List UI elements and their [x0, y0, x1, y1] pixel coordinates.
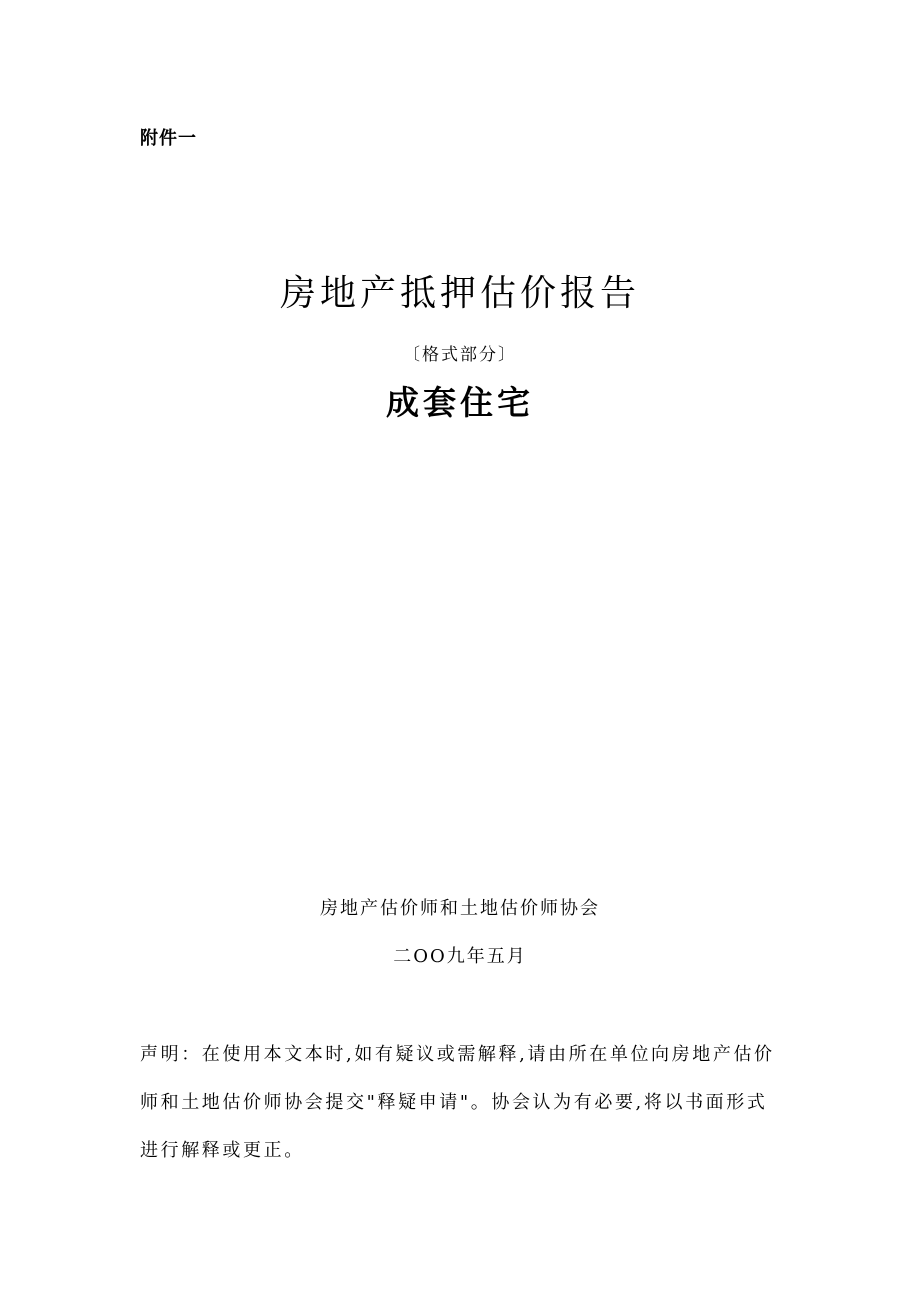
attachment-label: 附件一 — [140, 128, 197, 149]
issuing-organization: 房地产估价师和土地估价师协会 — [320, 898, 600, 919]
issue-date: 二OO九年五月 — [393, 946, 527, 967]
report-subtitle: 〔格式部分〕 — [403, 345, 517, 365]
disclaimer-statement: 声明：在使用本文本时,如有疑议或需解释,请由所在单位向房地产估价师和土地估价师协会提交"释疑申请"。协会认为有必要,将以书面形式进行解释或更正。 — [140, 1044, 775, 1161]
report-title: 房地产抵押估价报告 — [279, 273, 640, 314]
report-type: 成套住宅 — [386, 383, 534, 422]
